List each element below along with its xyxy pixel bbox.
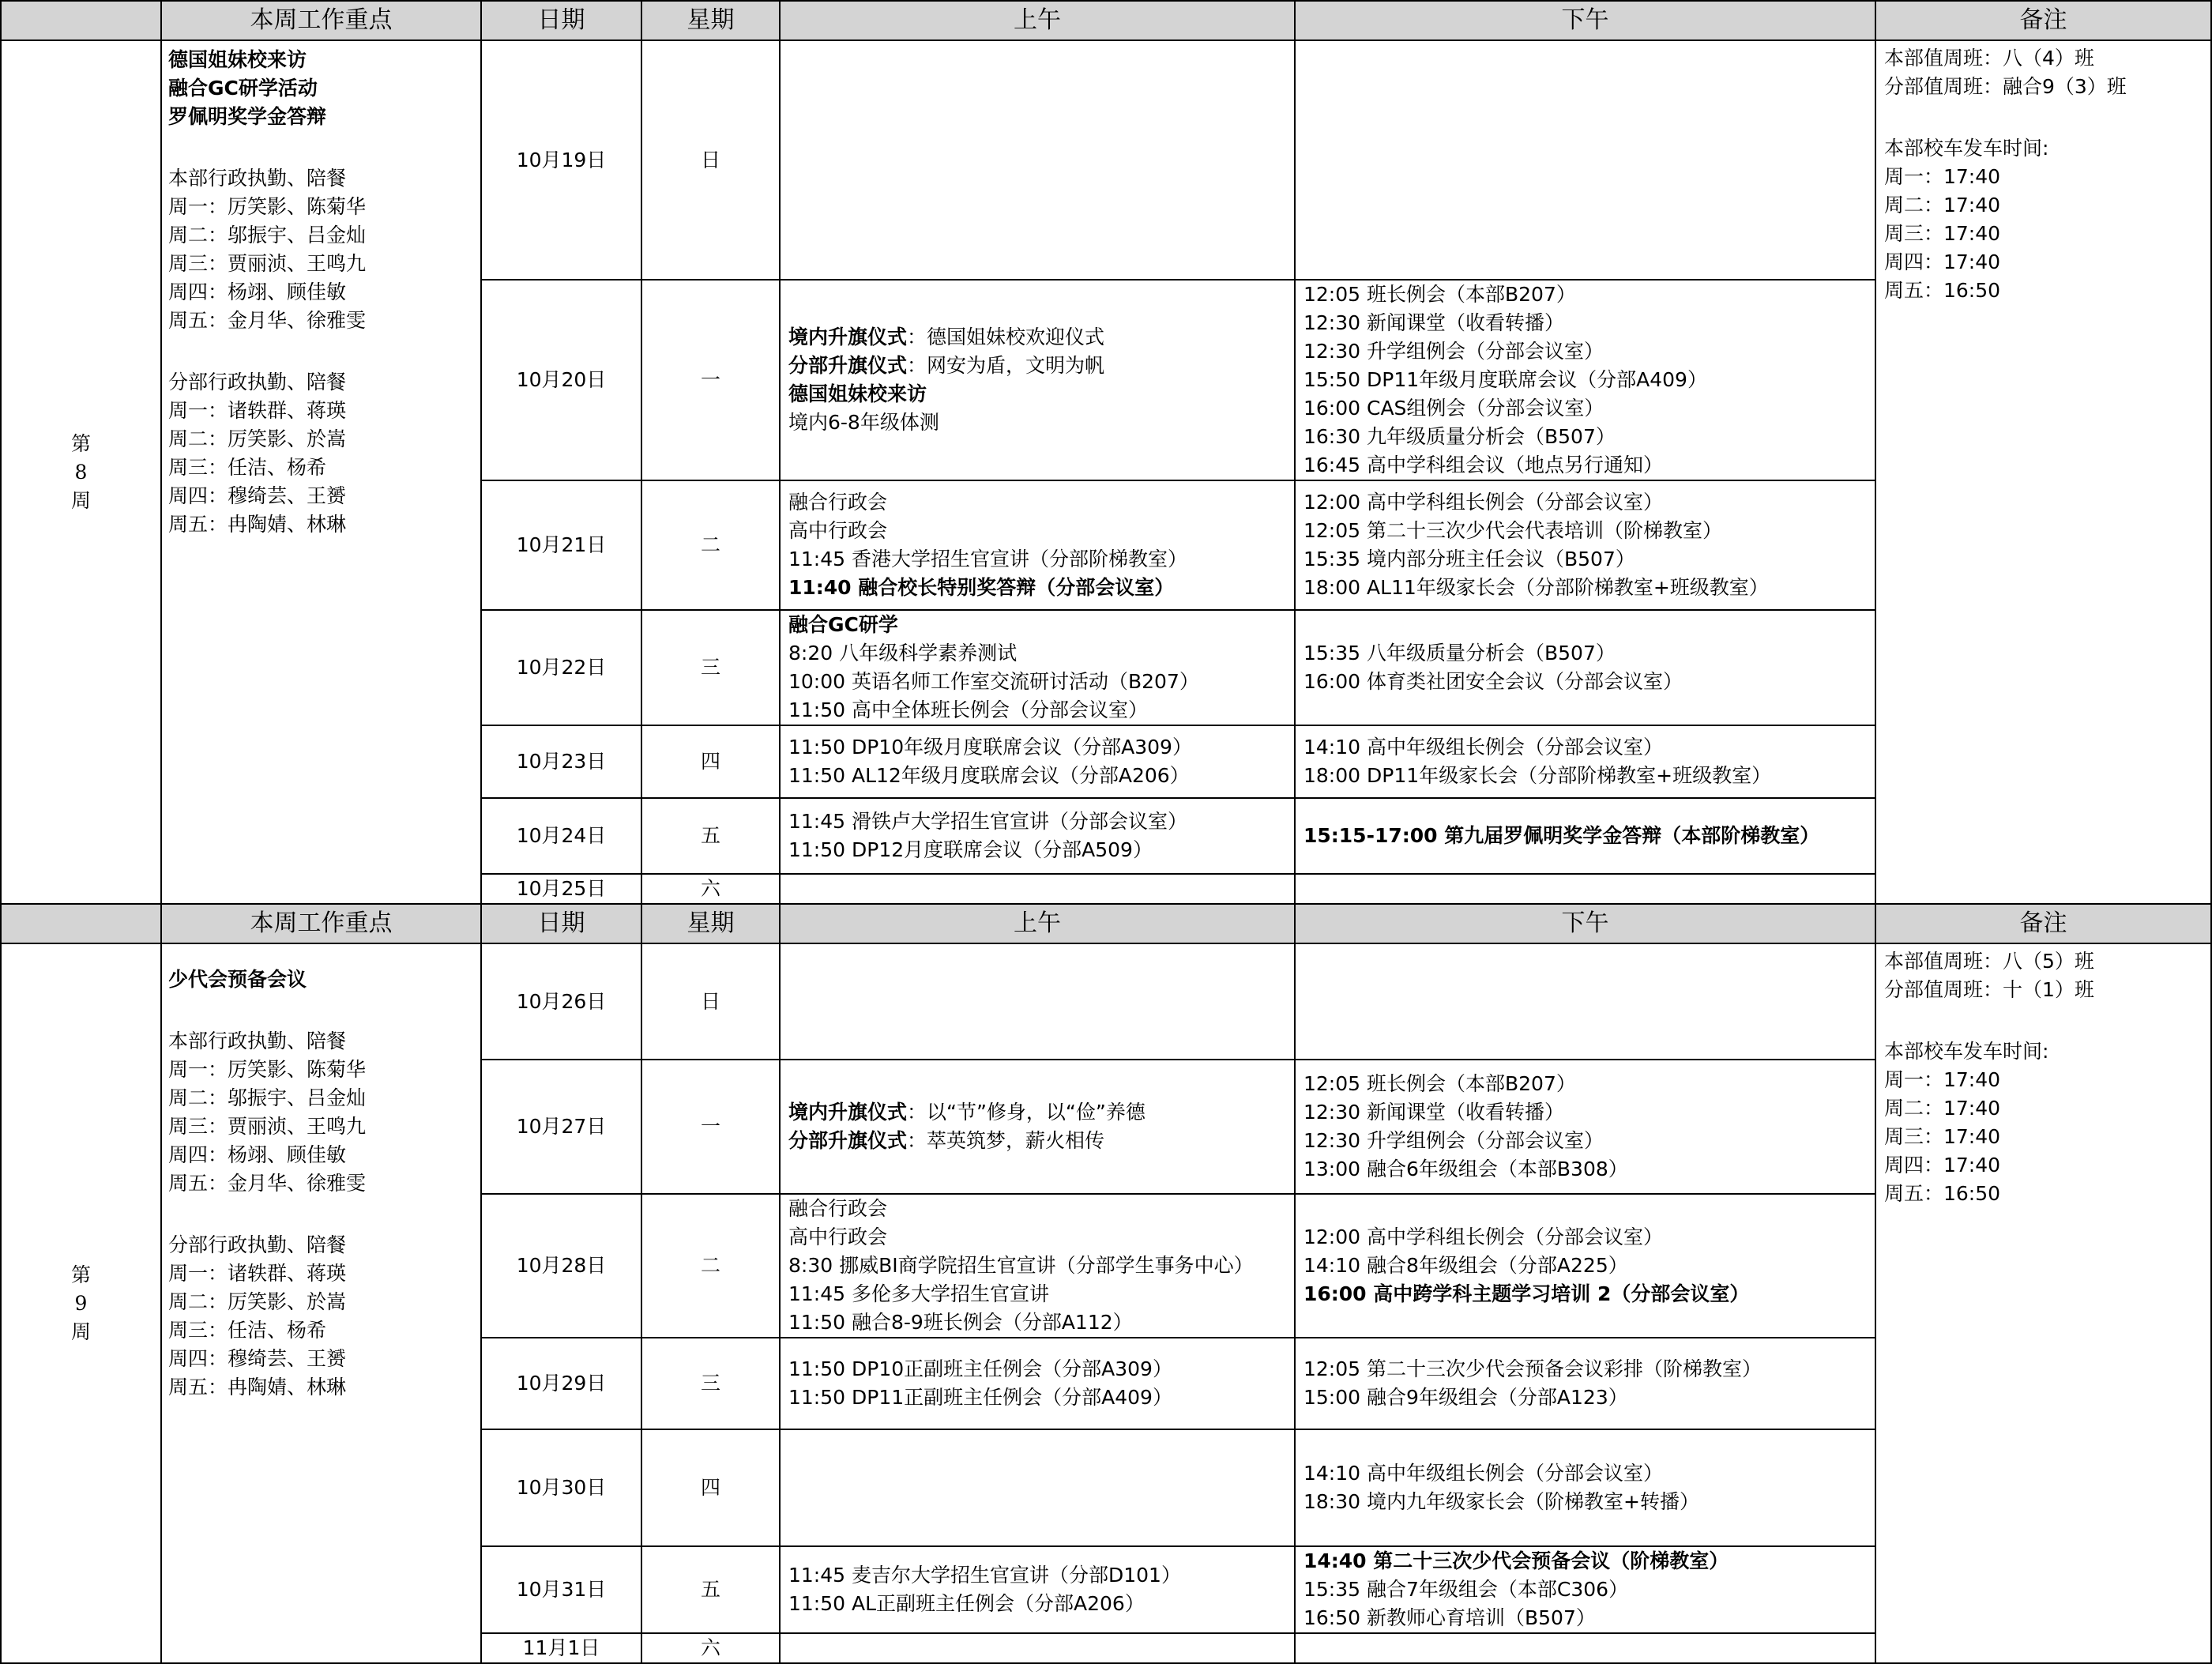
pm-cell	[1295, 40, 1875, 280]
am-cell	[780, 725, 1295, 798]
branch-duty-item: 周一：诸轶群、蒋瑛	[168, 1262, 347, 1285]
event-line	[1304, 1547, 1875, 1576]
event-bold: 分部升旗仪式	[788, 354, 908, 377]
event-text: 高中行政会	[788, 1225, 888, 1248]
hq-duty-item: 周一：厉笑影、陈菊华	[168, 1058, 367, 1081]
weekday-cell: 二	[641, 1194, 780, 1338]
week-focus	[161, 943, 481, 1663]
branch-duty-item: 周五：冉陶婧、林琳	[168, 513, 347, 536]
weekday-cell: 日	[641, 40, 780, 280]
event-line	[788, 1590, 1294, 1618]
event-text: 12:05 班长例会（本部B207）	[1304, 1072, 1576, 1095]
date-cell: 10月26日	[481, 943, 641, 1060]
event-line	[1304, 1355, 1875, 1384]
day-row	[1, 943, 2211, 1060]
event-line	[788, 1098, 1294, 1127]
event-bold: 11:40 融合校长特别奖答辩（分部会议室）	[788, 576, 1175, 599]
event-line	[1304, 488, 1875, 517]
event-line	[788, 1127, 1294, 1155]
event-text: 16:00 CAS组例会（分部会议室）	[1304, 397, 1604, 420]
am-cell	[780, 1338, 1295, 1429]
am-cell	[780, 943, 1295, 1060]
weekday-cell: 四	[641, 725, 780, 798]
event-text: 融合行政会	[788, 491, 888, 514]
event-text: ：德国姐妹校欢迎仪式	[907, 326, 1105, 348]
branch-duty-item: 周一：诸轶群、蒋瑛	[168, 399, 347, 422]
note-line: 周三：17:40	[1884, 222, 2001, 245]
event-text: 8:30 挪威BI商学院招生官宣讲（分部学生事务中心）	[788, 1254, 1254, 1277]
weekday-cell: 二	[641, 480, 780, 610]
date-cell: 10月21日	[481, 480, 641, 610]
hq-duty-title: 本部行政执勤、陪餐	[168, 1030, 347, 1052]
event-text: 10:00 英语名师工作室交流研讨活动（B207）	[788, 670, 1199, 693]
event-line	[788, 1308, 1294, 1337]
hq-duty-item: 周三：贾丽浈、王鸣九	[168, 1115, 367, 1138]
event-line	[788, 517, 1294, 545]
date-cell: 10月23日	[481, 725, 641, 798]
hq-duty-item: 周二：邬振宇、吕金灿	[168, 1086, 367, 1109]
note-line: 本部校车发车时间:	[1884, 1040, 2049, 1063]
event-line	[1304, 639, 1875, 668]
event-line	[1304, 1070, 1875, 1098]
event-bold: 德国姐妹校来访	[788, 382, 927, 405]
event-line	[1304, 1223, 1875, 1252]
event-bold: 分部升旗仪式	[788, 1129, 908, 1152]
event-line	[788, 696, 1294, 725]
branch-duty-item: 周五：冉陶婧、林琳	[168, 1376, 347, 1399]
date-cell: 10月24日	[481, 798, 641, 874]
header-am: 上午	[780, 904, 1295, 943]
note-line: 本部校车发车时间:	[1884, 137, 2049, 160]
pm-cell	[1295, 798, 1875, 874]
event-line	[788, 836, 1294, 864]
note-line: 分部值周班：十（1）班	[1884, 978, 2094, 1001]
am-cell	[780, 1429, 1295, 1546]
day-row	[1, 40, 2211, 280]
am-cell	[780, 1546, 1295, 1633]
am-cell	[780, 610, 1295, 725]
event-line	[1304, 366, 1875, 394]
event-text: 8:20 八年级科学素养测试	[788, 642, 1018, 664]
am-cell	[780, 1194, 1295, 1338]
event-line	[1304, 822, 1875, 850]
event-text: 14:10 高中年级组长例会（分部会议室）	[1304, 1462, 1663, 1485]
event-text: 12:30 新闻课堂（收看转播）	[1304, 311, 1564, 334]
pm-cell	[1295, 280, 1875, 480]
header-week	[1, 904, 161, 943]
note-cell	[1875, 943, 2211, 1663]
event-line	[1304, 574, 1875, 602]
pm-cell	[1295, 610, 1875, 725]
event-text: 16:45 高中学科组会议（地点另行通知）	[1304, 454, 1663, 476]
weekday-cell: 五	[641, 798, 780, 874]
hq-duty-item: 周一：厉笑影、陈菊华	[168, 195, 367, 218]
hq-duty-item: 周三：贾丽浈、王鸣九	[168, 252, 367, 275]
hq-duty-item: 周四：杨翊、顾佳敏	[168, 1143, 347, 1166]
event-text: 12:30 升学组例会（分部会议室）	[1304, 1129, 1604, 1152]
note-line: 周四：17:40	[1884, 1154, 2001, 1176]
event-text: 11:50 DP10年级月度联席会议（分部A309）	[788, 736, 1192, 759]
event-text: ：网安为盾，文明为帆	[907, 354, 1105, 377]
note-line: 周五：16:50	[1884, 279, 2001, 302]
event-text: 15:00 融合9年级组会（分部A123）	[1304, 1386, 1628, 1409]
event-line	[788, 352, 1294, 380]
event-text: 16:30 九年级质量分析会（B507）	[1304, 425, 1616, 448]
weekday-cell: 五	[641, 1546, 780, 1633]
date-cell: 11月1日	[481, 1633, 641, 1663]
header-week	[1, 1, 161, 40]
header-row	[1, 1, 2211, 40]
date-cell: 10月28日	[481, 1194, 641, 1338]
event-text: 12:05 班长例会（本部B207）	[1304, 283, 1576, 306]
focus-highlight: 融合GC研学活动	[168, 77, 318, 100]
branch-duty-item: 周四：穆绮芸、王赟	[168, 484, 347, 507]
event-line	[1304, 394, 1875, 423]
note-line: 周二：17:40	[1884, 194, 2001, 216]
event-text: ：萃英筑梦，薪火相传	[907, 1129, 1105, 1152]
event-text: 12:00 高中学科组长例会（分部会议室）	[1304, 1225, 1663, 1248]
pm-cell	[1295, 1338, 1875, 1429]
event-text: 12:00 高中学科组长例会（分部会议室）	[1304, 491, 1663, 514]
event-text: 15:50 DP11年级月度联席会议（分部A409）	[1304, 368, 1707, 391]
note-line: 周四：17:40	[1884, 250, 2001, 273]
event-line	[788, 762, 1294, 790]
weekday-cell: 六	[641, 874, 780, 904]
header-pm: 下午	[1295, 904, 1875, 943]
am-cell	[780, 480, 1295, 610]
note-cell	[1875, 40, 2211, 904]
pm-cell	[1295, 1546, 1875, 1633]
pm-cell	[1295, 480, 1875, 610]
branch-duty-item: 周二：厉笑影、於嵩	[168, 1290, 347, 1313]
event-line	[1304, 668, 1875, 696]
event-line	[1304, 451, 1875, 480]
event-line	[788, 1252, 1294, 1280]
branch-duty-item: 周三：任洁、杨希	[168, 456, 327, 479]
event-bold: 融合GC研学	[788, 613, 898, 636]
am-cell	[780, 280, 1295, 480]
event-line	[788, 488, 1294, 517]
weekday-cell: 三	[641, 610, 780, 725]
weekday-cell: 六	[641, 1633, 780, 1663]
event-text: 12:30 升学组例会（分部会议室）	[1304, 340, 1604, 363]
event-text: 13:00 融合6年级组会（本部B308）	[1304, 1158, 1628, 1180]
event-text: 11:45 麦吉尔大学招生官宣讲（分部D101）	[788, 1564, 1181, 1587]
event-text: 11:50 融合8-9班长例会（分部A112）	[788, 1311, 1133, 1334]
event-text: 11:50 AL12年级月度联席会议（分部A206）	[788, 764, 1190, 787]
branch-duty-title: 分部行政执勤、陪餐	[168, 371, 347, 393]
event-line	[1304, 309, 1875, 337]
weekday-cell: 一	[641, 1060, 780, 1194]
event-line	[788, 574, 1294, 602]
event-text: 11:50 AL正副班主任例会（分部A206）	[788, 1592, 1145, 1615]
date-cell: 10月31日	[481, 1546, 641, 1633]
event-text: 11:45 香港大学招生官宣讲（分部阶梯教室）	[788, 548, 1187, 570]
event-line	[1304, 337, 1875, 366]
date-cell: 10月30日	[481, 1429, 641, 1546]
week-focus	[161, 40, 481, 904]
event-line	[1304, 545, 1875, 574]
event-line	[788, 380, 1294, 408]
note-line: 周三：17:40	[1884, 1125, 2001, 1148]
header-weekday: 星期	[641, 904, 780, 943]
am-cell	[780, 1060, 1295, 1194]
event-line	[1304, 1604, 1875, 1632]
event-text: 16:50 新教师心育培训（B507）	[1304, 1606, 1596, 1629]
date-cell: 10月25日	[481, 874, 641, 904]
event-line	[1304, 1098, 1875, 1127]
event-text: ：以“节”修身，以“俭”养德	[907, 1101, 1146, 1124]
weekday-cell: 日	[641, 943, 780, 1060]
weekday-cell: 三	[641, 1338, 780, 1429]
pm-cell	[1295, 874, 1875, 904]
event-line	[1304, 423, 1875, 451]
event-line	[788, 808, 1294, 836]
event-line	[1304, 1576, 1875, 1604]
event-line	[1304, 1252, 1875, 1280]
event-text: 12:30 新闻课堂（收看转播）	[1304, 1101, 1564, 1124]
event-line	[788, 733, 1294, 762]
focus-highlight: 少代会预备会议	[168, 968, 307, 991]
event-line	[1304, 762, 1875, 790]
date-cell: 10月19日	[481, 40, 641, 280]
am-cell	[780, 40, 1295, 280]
event-text: 11:50 DP11正副班主任例会（分部A409）	[788, 1386, 1172, 1409]
hq-duty-item: 周四：杨翊、顾佳敏	[168, 280, 347, 303]
event-line	[788, 1223, 1294, 1252]
note-line: 周五：16:50	[1884, 1182, 2001, 1205]
event-text: 境内6-8年级体测	[788, 411, 939, 434]
note-line: 分部值周班：融合9（3）班	[1884, 75, 2127, 98]
am-cell	[780, 874, 1295, 904]
focus-highlight: 罗佩明奖学金答辩	[168, 105, 327, 128]
event-text: 11:50 DP10正副班主任例会（分部A309）	[788, 1357, 1172, 1380]
event-text: 融合行政会	[788, 1197, 888, 1220]
hq-duty-item: 周五：金月华、徐雅雯	[168, 1172, 367, 1195]
header-date: 日期	[481, 904, 641, 943]
event-line	[788, 1355, 1294, 1384]
event-text: 18:00 DP11年级家长会（分部阶梯教室+班级教室）	[1304, 764, 1772, 787]
event-text: 12:05 第二十三次少代会预备会议彩排（阶梯教室）	[1304, 1357, 1762, 1380]
event-bold: 15:15-17:00 第九届罗佩明奖学金答辩（本部阶梯教室）	[1304, 824, 1820, 847]
event-line	[788, 323, 1294, 352]
event-line	[788, 408, 1294, 437]
event-bold: 16:00 高中跨学科主题学习培训 2（分部会议室）	[1304, 1282, 1750, 1305]
date-cell: 10月22日	[481, 610, 641, 725]
event-bold: 境内升旗仪式	[788, 1101, 908, 1124]
header-note: 备注	[1875, 1, 2211, 40]
pm-cell	[1295, 1633, 1875, 1663]
event-line	[1304, 517, 1875, 545]
am-cell	[780, 1633, 1295, 1663]
hq-duty-item: 周五：金月华、徐雅雯	[168, 309, 367, 332]
event-line	[788, 1561, 1294, 1590]
event-line	[1304, 1155, 1875, 1184]
header-date: 日期	[481, 1, 641, 40]
hq-duty-item: 周二：邬振宇、吕金灿	[168, 224, 367, 247]
event-line	[788, 639, 1294, 668]
event-text: 11:45 多伦多大学招生官宣讲	[788, 1282, 1049, 1305]
note-line: 本部值周班：八（4）班	[1884, 47, 2094, 70]
hq-duty-title: 本部行政执勤、陪餐	[168, 167, 347, 190]
weekday-cell: 四	[641, 1429, 780, 1546]
pm-cell	[1295, 1429, 1875, 1546]
event-text: 18:30 境内九年级家长会（阶梯教室+转播）	[1304, 1490, 1699, 1513]
date-cell: 10月29日	[481, 1338, 641, 1429]
event-line	[1304, 1384, 1875, 1412]
branch-duty-title: 分部行政执勤、陪餐	[168, 1233, 347, 1256]
pm-cell	[1295, 1194, 1875, 1338]
pm-cell	[1295, 1060, 1875, 1194]
event-line	[1304, 1127, 1875, 1155]
weekday-cell: 一	[641, 280, 780, 480]
note-line: 周二：17:40	[1884, 1097, 2001, 1120]
event-line	[788, 668, 1294, 696]
event-bold: 14:40 第二十三次少代会预备会议（阶梯教室）	[1304, 1549, 1729, 1572]
header-focus: 本周工作重点	[161, 904, 481, 943]
event-text: 14:10 融合8年级组会（分部A225）	[1304, 1254, 1628, 1277]
event-text: 16:00 体育类社团安全会议（分部会议室）	[1304, 670, 1683, 693]
branch-duty-item: 周四：穆绮芸、王赟	[168, 1347, 347, 1370]
event-text: 11:45 滑铁卢大学招生官宣讲（分部会议室）	[788, 810, 1187, 833]
note-line: 周一：17:40	[1884, 165, 2001, 188]
event-line	[1304, 280, 1875, 309]
event-text: 11:50 高中全体班长例会（分部会议室）	[788, 698, 1148, 721]
header-focus: 本周工作重点	[161, 1, 481, 40]
event-line	[1304, 1280, 1875, 1308]
event-line	[788, 545, 1294, 574]
event-line	[788, 1280, 1294, 1308]
event-text: 15:35 境内部分班主任会议（B507）	[1304, 548, 1635, 570]
header-note: 备注	[1875, 904, 2211, 943]
header-am: 上午	[780, 1, 1295, 40]
pm-cell	[1295, 943, 1875, 1060]
branch-duty-item: 周二：厉笑影、於嵩	[168, 427, 347, 450]
pm-cell	[1295, 725, 1875, 798]
event-text: 11:50 DP12月度联席会议（分部A509）	[788, 838, 1153, 861]
event-text: 18:00 AL11年级家长会（分部阶梯教室+班级教室）	[1304, 576, 1769, 599]
header-row	[1, 904, 2211, 943]
focus-highlight: 德国姐妹校来访	[168, 48, 307, 71]
branch-duty-item: 周三：任洁、杨希	[168, 1319, 327, 1342]
note-line: 周一：17:40	[1884, 1068, 2001, 1091]
am-cell	[780, 798, 1295, 874]
event-line	[788, 611, 1294, 639]
header-weekday: 星期	[641, 1, 780, 40]
event-line	[1304, 733, 1875, 762]
week-label: 第 9 周	[1, 943, 161, 1663]
event-line	[788, 1384, 1294, 1412]
event-bold: 境内升旗仪式	[788, 326, 908, 348]
event-text: 15:35 融合7年级组会（本部C306）	[1304, 1578, 1629, 1601]
event-line	[788, 1195, 1294, 1223]
event-text: 14:10 高中年级组长例会（分部会议室）	[1304, 736, 1663, 759]
note-line: 本部值周班：八（5）班	[1884, 950, 2094, 973]
date-cell: 10月20日	[481, 280, 641, 480]
event-text: 15:35 八年级质量分析会（B507）	[1304, 642, 1616, 664]
event-line	[1304, 1488, 1875, 1516]
event-text: 高中行政会	[788, 519, 888, 542]
header-pm: 下午	[1295, 1, 1875, 40]
date-cell: 10月27日	[481, 1060, 641, 1194]
week-label: 第 8 周	[1, 40, 161, 904]
event-text: 12:05 第二十三次少代会代表培训（阶梯教室）	[1304, 519, 1722, 542]
